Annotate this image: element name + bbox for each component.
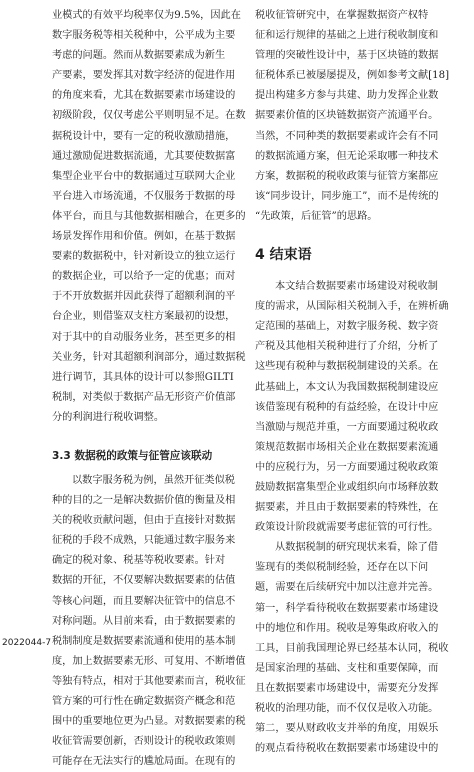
text-line: 产要素，要发挥其对数字经济的促进作用 bbox=[52, 70, 236, 82]
text-line: 业模式的有效平均税率仅为9.5%，因此在 bbox=[52, 10, 241, 21]
text-line: 税收的治理功能，而不仅仅是收入功能。 bbox=[255, 703, 439, 714]
text-line: 等独有特点，相对于其他要素而言，税收征 bbox=[52, 675, 246, 687]
right-column bbox=[255, 6, 449, 759]
text-line: 要素的数据税中，针对新设立的独立运行 bbox=[52, 251, 236, 263]
text-line: 产税及其他相关税种进行了介绍，分析了 bbox=[255, 341, 439, 353]
text-line: 对于其中的自动服务业务，甚至更多的相 bbox=[52, 331, 236, 343]
text-line: 对称问题。从目前来看，由于数据要素的 bbox=[52, 615, 236, 627]
text-line: 关业务，针对其超额利润部分，通过数据税 bbox=[52, 351, 246, 363]
text-line: 数据的开征，不仅要解决数据要素的估值 bbox=[52, 575, 236, 587]
text-line: 鉴现有的类似税制经验，还存在以下问 bbox=[255, 562, 429, 574]
text-line: 这些现有税种与数据税制建设的关系。在 bbox=[255, 361, 439, 373]
text-line: 分的利润进行税收调整。 bbox=[52, 411, 165, 423]
text-line: 方案，数据税的税收政策与征管方案都应 bbox=[255, 170, 439, 182]
text-line: 当激励与规范并重，一方面要通过税收政 bbox=[255, 421, 439, 433]
text-line: 征和运行规律的基础之上进行税收制度和 bbox=[255, 30, 439, 42]
text-line: 体平台，而且与其他数据相融合，在更多的 bbox=[52, 210, 246, 222]
text-line: 关的税收贡献问题，但由于直接针对数据 bbox=[52, 515, 236, 527]
text-line: 据要素价值的区块链数据资产流通平台。 bbox=[255, 110, 439, 122]
text-line: 集型企业平台中的数据通过互联网大企业 bbox=[52, 170, 236, 182]
text-line: 中的地位和作用。税收是筹集政府收入的 bbox=[255, 622, 439, 634]
text-line: 题，需要在后续研究中加以注意并完善。 bbox=[255, 582, 439, 594]
text-line: 该借鉴现有税种的有益经验，在设计中应 bbox=[255, 401, 439, 413]
text-line: 提出构建多方参与共建、助力发挥企业数 bbox=[255, 90, 439, 102]
text-line: 种的目的之一是解决数据价值的衡量及相 bbox=[52, 495, 236, 507]
text-line: 工具，目前我国理论界已经基本认同，税收 bbox=[255, 642, 449, 654]
text-line: 从数据税制的研究现状来看，除了借 bbox=[275, 542, 438, 554]
paragraph-top-right bbox=[255, 6, 449, 227]
text-line: 据要素，并且由于数据要素的特殊性，在 bbox=[255, 502, 439, 514]
text-line: 当然，不同种类的数据要素或许会有不同 bbox=[255, 130, 439, 142]
text-line: 通过激励促进数据流通，尤其要使数据富 bbox=[52, 150, 236, 162]
text-line: 征税的手段不成熟，只能通过数字服务来 bbox=[52, 535, 236, 547]
text-line: 可能存在无法实行的尴尬局面。在现有的 bbox=[52, 756, 236, 768]
text-line: 此基础上，本文认为我国数据税制建设应 bbox=[255, 381, 439, 393]
left-column bbox=[52, 6, 246, 772]
text-line: 围中的重要地位更为凸显。对数据要素的税 bbox=[52, 716, 246, 728]
text-line: 进行调节，其具体的设计可以参照GILTI bbox=[52, 371, 234, 383]
text-line: 度，加上数据要素无形、可复用、不断增值 bbox=[52, 655, 246, 667]
text-line: 平台进入市场流通，不仅服务于数据的母 bbox=[52, 190, 236, 202]
text-line: 确定的税对象、税基等税收要素。针对 bbox=[52, 555, 226, 567]
text-line: 于不开放数据并因此获得了超额利润的平 bbox=[52, 291, 236, 303]
text-line: 以数字服务税为例，虽然开征类似税 bbox=[72, 474, 235, 486]
paragraph-section-4 bbox=[255, 277, 449, 759]
text-line: 场景发挥作用和价值。例如，在基于数据 bbox=[52, 231, 236, 243]
text-line: 中的应税行为，另一方面要通过税收政策 bbox=[255, 461, 439, 473]
text-line: 且在数据要素市场建设中，需要充分发挥 bbox=[255, 682, 439, 694]
text-line: 鼓励数据富集型企业或组织向市场释放数 bbox=[255, 481, 439, 493]
text-line: 的角度来看，尤其在数据要素市场建设的 bbox=[52, 90, 236, 102]
text-line: 征税体系已被屡屡提及，例如参考文献[18] bbox=[255, 70, 449, 82]
text-line: “先政策，后征管”的思路。 bbox=[255, 210, 378, 222]
text-line: 据税设计中，要有一定的税收激励措施， bbox=[52, 130, 236, 142]
text-line: 考虑的问题。然而从数据要素成为新生 bbox=[52, 50, 226, 62]
section-heading-4: 4 结束语 bbox=[255, 247, 312, 264]
text-line: 等核心问题，而且要解决征管中的信息不 bbox=[52, 595, 236, 607]
text-line: 税制，对类似于数据产品无形资产价值部 bbox=[52, 391, 236, 403]
text-line: 的数据企业，可以给予一定的优惠；而对 bbox=[52, 271, 236, 283]
text-line: 的数据流通方案，但无论采取哪一种技术 bbox=[255, 150, 439, 162]
text-line: 度的需求，从国际相关税制入手，在辨析确 bbox=[255, 301, 449, 313]
text-line: 第二，要从财政收支并举的角度，用娱乐 bbox=[255, 723, 439, 735]
text-line: 策规范数据市场相关企业在数据要素流通 bbox=[255, 441, 439, 453]
section-heading-3-3: 3.3 数据税的政策与征管应该联动 bbox=[52, 449, 213, 462]
text-line: 第一，科学看待税收在数据要素市场建设 bbox=[255, 602, 439, 614]
text-line: 台企业，则借鉴双支柱方案最初的设想， bbox=[52, 311, 236, 323]
text-line: 本文结合数据要素市场建设对税收制 bbox=[275, 281, 438, 293]
text-line: 初级阶段，仅仅考虑公平则明显不足。在数 bbox=[52, 110, 246, 122]
paragraph-top-left bbox=[52, 6, 246, 428]
text-line: 管方案的可行性在确定数据资产概念和范 bbox=[52, 696, 236, 707]
paragraph-section-3-3 bbox=[52, 471, 246, 772]
text-line: 该“同步设计，同步施工”，而不是传统的 bbox=[255, 190, 439, 202]
text-line: 税收征管研究中，在掌握数据资产权特 bbox=[255, 10, 429, 21]
text-line: 的观点看待税收在数据要素市场建设中的 bbox=[255, 743, 439, 755]
page-footer-code: 2022044-7 bbox=[2, 638, 52, 648]
text-line: 税制制度是数据要素流通和使用的基本制 bbox=[52, 635, 236, 647]
text-line: 定范围的基础上，对数字服务税、数字资 bbox=[255, 321, 439, 333]
text-line: 数字服务税等相关税种中，公平成为主要 bbox=[52, 30, 236, 42]
text-line: 收征管需要创新，否则设计的税收政策则 bbox=[52, 736, 236, 748]
text-line: 是国家治理的基础、支柱和重要保障，而 bbox=[255, 662, 439, 674]
text-line: 政策设计阶段就需要考虑征管的可行性。 bbox=[255, 522, 439, 534]
text-line: 管理的突破性设计中，基于区块链的数据 bbox=[255, 50, 439, 62]
